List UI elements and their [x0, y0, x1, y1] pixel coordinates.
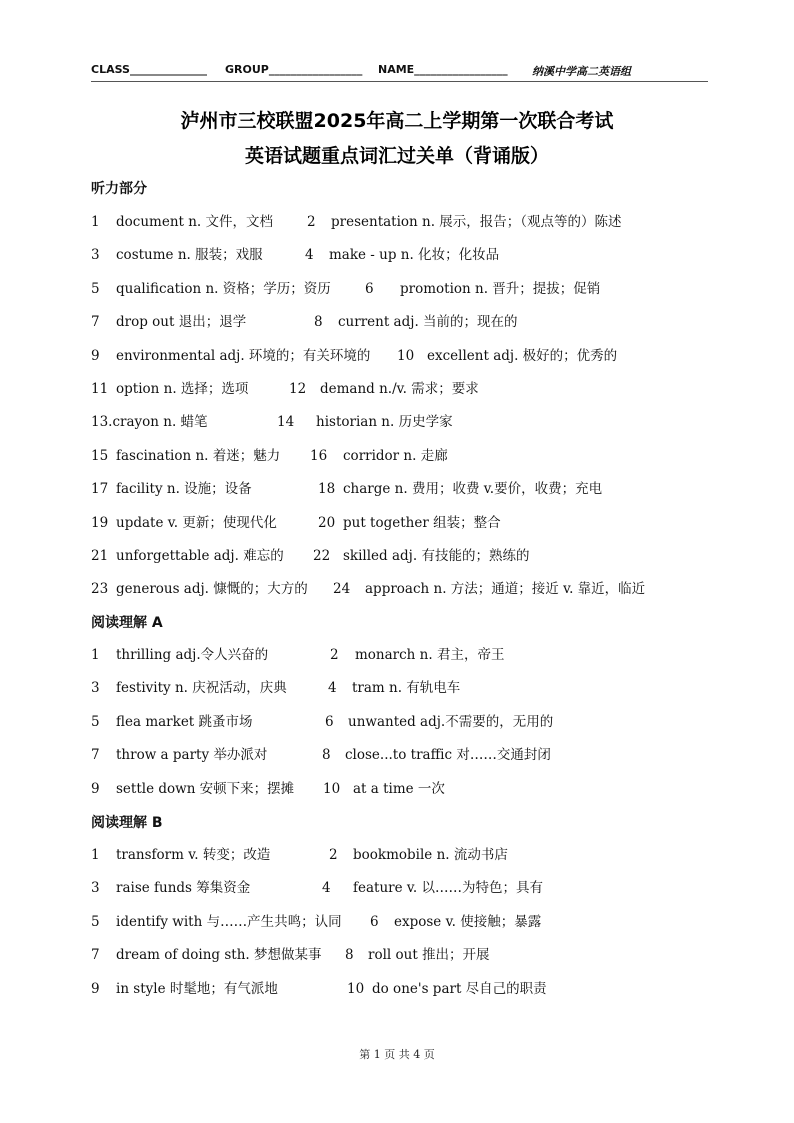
vocab-entry: update v. 更新；使现代化 [116, 514, 277, 531]
class-field: CLASS______________ [91, 63, 207, 76]
vocab-entry: presentation n. 展示，报告；（观点等的）陈述 [331, 214, 622, 230]
vocab-entry: close...to traffic 对……交通封闭 [345, 747, 551, 764]
vocab-entry: qualification n. 资格；学历；资历 [116, 280, 331, 297]
vocab-row [0, 745, 794, 765]
section-reading-a-heading: 阅读理解 A [91, 615, 163, 631]
vocab-row [0, 645, 794, 665]
item-number: 17 [91, 481, 109, 498]
item-number: 7 [91, 314, 100, 331]
vocab-entry: option n. 选择；选项 [116, 381, 249, 397]
vocab-entry: generous adj. 慷慨的；大方的 [116, 581, 308, 598]
item-number: 16 [310, 447, 328, 464]
vocab-entry: excellent adj. 极好的；优秀的 [427, 347, 618, 364]
vocab-entry: settle down 安顿下来；摆摊 [116, 780, 295, 797]
item-number: 19 [91, 514, 109, 531]
vocab-entry: current adj. 当前的；现在的 [338, 314, 518, 331]
vocab-entry: fascination n. 着迷；魅力 [116, 447, 281, 464]
item-number: 14 [277, 414, 295, 431]
item-number: 21 [91, 548, 109, 564]
item-number: 1 [91, 214, 100, 230]
vocab-row [0, 412, 794, 432]
item-number: 9 [91, 780, 100, 797]
vocab-entry: tram n. 有轨电车 [352, 680, 461, 697]
vocab-entry: make - up n. 化妆；化妆品 [329, 247, 500, 264]
item-number: 1 [91, 847, 100, 863]
item-number: 11 [91, 381, 109, 397]
item-number: 10 [397, 347, 415, 364]
vocab-row [0, 912, 794, 932]
vocab-entry: thrilling adj.令人兴奋的 [116, 647, 269, 663]
page-header [91, 61, 708, 82]
vocab-row [0, 546, 794, 566]
vocab-row [0, 579, 794, 599]
item-number: 3 [91, 880, 100, 897]
vocab-row [0, 312, 794, 332]
vocab-entry: promotion n. 晋升；提拔；促销 [400, 280, 601, 297]
vocab-row [0, 878, 794, 898]
item-number: 3 [91, 680, 100, 697]
vocab-entry: approach n. 方法；通道；接近 v. 靠近，临近 [365, 581, 646, 598]
item-number: 7 [91, 947, 100, 964]
vocab-row [0, 346, 794, 366]
vocab-entry: flea market 跳蚤市场 [116, 713, 253, 730]
vocab-entry: put together 组装；整合 [343, 514, 501, 531]
vocab-entry: historian n. 历史学家 [316, 414, 453, 431]
vocab-entry: transform v. 转变；改造 [116, 847, 271, 863]
vocab-entry: charge n. 费用；收费 v.要价，收费；充电 [343, 481, 603, 498]
vocab-entry: unforgettable adj. 难忘的 [116, 548, 284, 564]
vocab-entry: environmental adj. 环境的；有关环境的 [116, 347, 371, 364]
item-number: 23 [91, 581, 109, 598]
name-field: NAME_________________ [378, 63, 508, 76]
vocab-entry: throw a party 举办派对 [116, 747, 268, 764]
vocab-entry: costume n. 服装；戏服 [116, 247, 263, 264]
vocab-row [0, 379, 794, 399]
vocab-row [0, 479, 794, 499]
item-number: 22 [313, 548, 331, 564]
vocab-row [0, 678, 794, 698]
item-number: 2 [307, 214, 316, 230]
item-number: 8 [345, 947, 354, 964]
item-number: 2 [329, 847, 338, 863]
vocab-entry: do one's part 尽自己的职责 [372, 980, 547, 997]
item-number: 8 [322, 747, 331, 764]
item-number: 6 [370, 913, 379, 930]
item-number: 20 [318, 514, 336, 531]
item-number: 9 [91, 980, 100, 997]
item-number: 5 [91, 713, 100, 730]
item-number: 15 [91, 447, 109, 464]
vocab-entry: feature v. 以……为特色；具有 [353, 880, 543, 897]
item-number: 6 [325, 713, 334, 730]
item-number: 18 [318, 481, 336, 498]
vocab-entry: expose v. 使接触；暴露 [394, 913, 542, 930]
section-listening-heading: 听力部分 [91, 181, 147, 197]
item-number: 5 [91, 913, 100, 930]
item-number: 8 [314, 314, 323, 331]
item-number: 10 [323, 780, 341, 797]
section-reading-b-heading: 阅读理解 B [91, 815, 163, 831]
vocab-row [0, 513, 794, 533]
group-field: GROUP_________________ [225, 63, 363, 76]
title-line-1: 泸州市三校联盟2025年高二上学期第一次联合考试 [180, 110, 614, 132]
vocab-entry: facility n. 设施；设备 [116, 481, 252, 498]
vocab-entry: at a time 一次 [353, 780, 445, 797]
vocab-row [0, 279, 794, 299]
vocab-row [0, 212, 794, 232]
vocab-entry: raise funds 筹集资金 [116, 880, 251, 897]
vocab-entry: corridor n. 走廊 [343, 447, 448, 464]
item-number: 2 [330, 647, 339, 663]
vocab-row [0, 945, 794, 965]
vocab-row [0, 845, 794, 865]
item-number: 13.crayon n. 蜡笔 [91, 414, 208, 431]
school-label: 纳溪中学高二英语组 [532, 65, 631, 78]
vocab-entry: drop out 退出；退学 [116, 314, 247, 331]
vocab-row [0, 446, 794, 466]
vocab-row [0, 245, 794, 265]
item-number: 12 [289, 381, 307, 397]
page-footer: 第 1 页 共 4 页 [359, 1048, 435, 1061]
item-number: 7 [91, 747, 100, 764]
vocab-entry: in style 时髦地；有气派地 [116, 980, 278, 997]
item-number: 6 [365, 280, 374, 297]
vocab-entry: document n. 文件，文档 [116, 214, 274, 230]
vocab-entry: festivity n. 庆祝活动，庆典 [116, 680, 287, 697]
vocab-entry: monarch n. 君主，帝王 [355, 647, 505, 663]
item-number: 24 [333, 581, 351, 598]
vocab-entry: demand n./v. 需求；要求 [320, 381, 479, 397]
vocab-row [0, 712, 794, 732]
vocab-entry: identify with 与……产生共鸣；认同 [116, 913, 342, 930]
vocab-entry: unwanted adj.不需要的，无用的 [348, 713, 554, 730]
title-line-2: 英语试题重点词汇过关单（背诵版） [244, 145, 549, 167]
vocab-entry: skilled adj. 有技能的；熟练的 [343, 548, 530, 564]
item-number: 10 [347, 980, 365, 997]
item-number: 4 [305, 247, 314, 264]
item-number: 4 [322, 880, 331, 897]
vocab-row [0, 979, 794, 999]
vocab-entry: bookmobile n. 流动书店 [353, 847, 508, 863]
vocab-entry: roll out 推出；开展 [368, 947, 490, 964]
item-number: 1 [91, 647, 100, 663]
item-number: 5 [91, 280, 100, 297]
item-number: 9 [91, 347, 100, 364]
item-number: 4 [328, 680, 337, 697]
vocab-row [0, 779, 794, 799]
vocab-entry: dream of doing sth. 梦想做某事 [116, 947, 322, 964]
item-number: 3 [91, 247, 100, 264]
